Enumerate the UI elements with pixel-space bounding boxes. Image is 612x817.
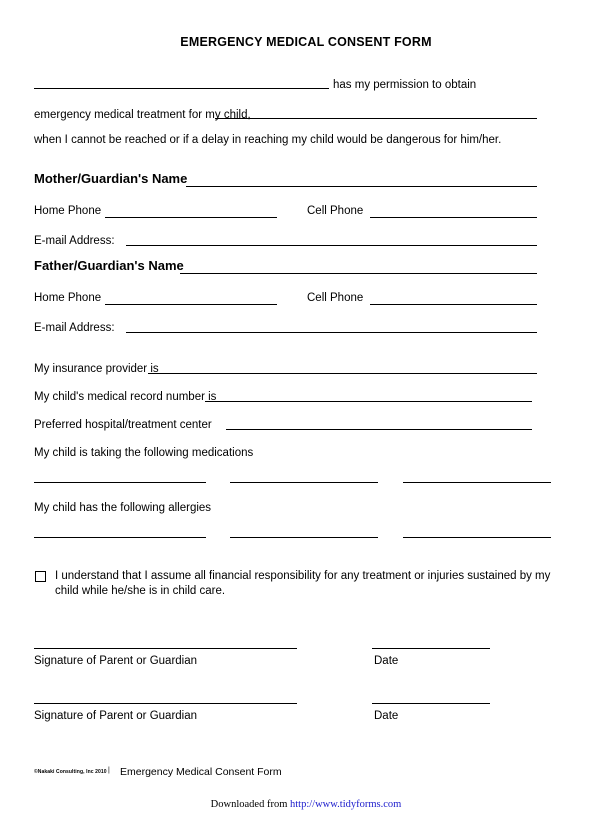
mother-email-label: E-mail Address: bbox=[34, 235, 115, 247]
date-label-2: Date bbox=[374, 710, 399, 722]
date-line-1[interactable] bbox=[372, 648, 490, 649]
father-home-phone-blank[interactable] bbox=[105, 304, 277, 305]
mother-cell-phone-label: Cell Phone bbox=[307, 205, 364, 217]
intro-line3-text: when I cannot be reached or if a delay in reaching my child would be dangerous for him/her. bbox=[34, 134, 502, 146]
medical-record-number-label: My child's medical record number is bbox=[34, 391, 217, 403]
insurance-provider-label: My insurance provider is bbox=[34, 363, 159, 375]
father-guardian-name-label: Father/Guardian's Name bbox=[34, 258, 184, 273]
intro-line1-text: has my permission to obtain bbox=[333, 79, 477, 91]
insurance-provider-blank[interactable] bbox=[148, 373, 537, 374]
date-label-1: Date bbox=[374, 655, 399, 667]
mother-home-phone-label: Home Phone bbox=[34, 205, 102, 217]
father-cell-phone-label: Cell Phone bbox=[307, 292, 364, 304]
signature-label-2: Signature of Parent or Guardian bbox=[34, 710, 198, 722]
tidyforms-url-link[interactable]: http://www.tidyforms.com bbox=[290, 799, 402, 810]
mother-email-blank[interactable] bbox=[126, 245, 537, 246]
medications-blank-3[interactable] bbox=[403, 482, 551, 483]
financial-responsibility-checkbox[interactable] bbox=[35, 571, 46, 582]
father-home-phone-label: Home Phone bbox=[34, 292, 102, 304]
child-name-blank[interactable] bbox=[215, 118, 537, 119]
footer-separator: | bbox=[108, 767, 110, 774]
allergies-blank-3[interactable] bbox=[403, 537, 551, 538]
medications-blank-2[interactable] bbox=[230, 482, 378, 483]
child-guardian-name-blank-1[interactable] bbox=[34, 88, 329, 89]
preferred-hospital-label: Preferred hospital/treatment center bbox=[34, 419, 212, 431]
date-line-2[interactable] bbox=[372, 703, 490, 704]
medical-record-number-blank[interactable] bbox=[205, 401, 532, 402]
mother-cell-phone-blank[interactable] bbox=[370, 217, 537, 218]
signature-line-2[interactable] bbox=[34, 703, 297, 704]
page-title: EMERGENCY MEDICAL CONSENT FORM bbox=[180, 35, 432, 49]
mother-guardian-name-label: Mother/Guardian's Name bbox=[34, 171, 188, 186]
intro-line2-text: emergency medical treatment for my child, bbox=[34, 109, 251, 121]
download-prefix-text: Downloaded from bbox=[210, 799, 290, 810]
father-guardian-name-blank[interactable] bbox=[180, 273, 537, 274]
medications-label: My child is taking the following medications bbox=[34, 447, 254, 459]
financial-responsibility-text: I understand that I assume all financial responsibility for any treatment or injuries sustained by my child while he/she is in child care. bbox=[55, 570, 551, 597]
allergies-blank-2[interactable] bbox=[230, 537, 378, 538]
father-email-blank[interactable] bbox=[126, 332, 537, 333]
mother-guardian-name-blank[interactable] bbox=[186, 186, 537, 187]
signature-line-1[interactable] bbox=[34, 648, 297, 649]
signature-label-1: Signature of Parent or Guardian bbox=[34, 655, 198, 667]
allergies-label: My child has the following allergies bbox=[34, 502, 212, 514]
medications-blank-1[interactable] bbox=[34, 482, 206, 483]
footer-copyright: ©Nakaki Consulting, Inc 2010 bbox=[34, 769, 107, 775]
footer-document-name: Emergency Medical Consent Form bbox=[120, 766, 282, 778]
father-cell-phone-blank[interactable] bbox=[370, 304, 537, 305]
download-attribution bbox=[0, 799, 612, 810]
allergies-blank-1[interactable] bbox=[34, 537, 206, 538]
preferred-hospital-blank[interactable] bbox=[226, 429, 532, 430]
mother-home-phone-blank[interactable] bbox=[105, 217, 277, 218]
father-email-label: E-mail Address: bbox=[34, 322, 115, 334]
